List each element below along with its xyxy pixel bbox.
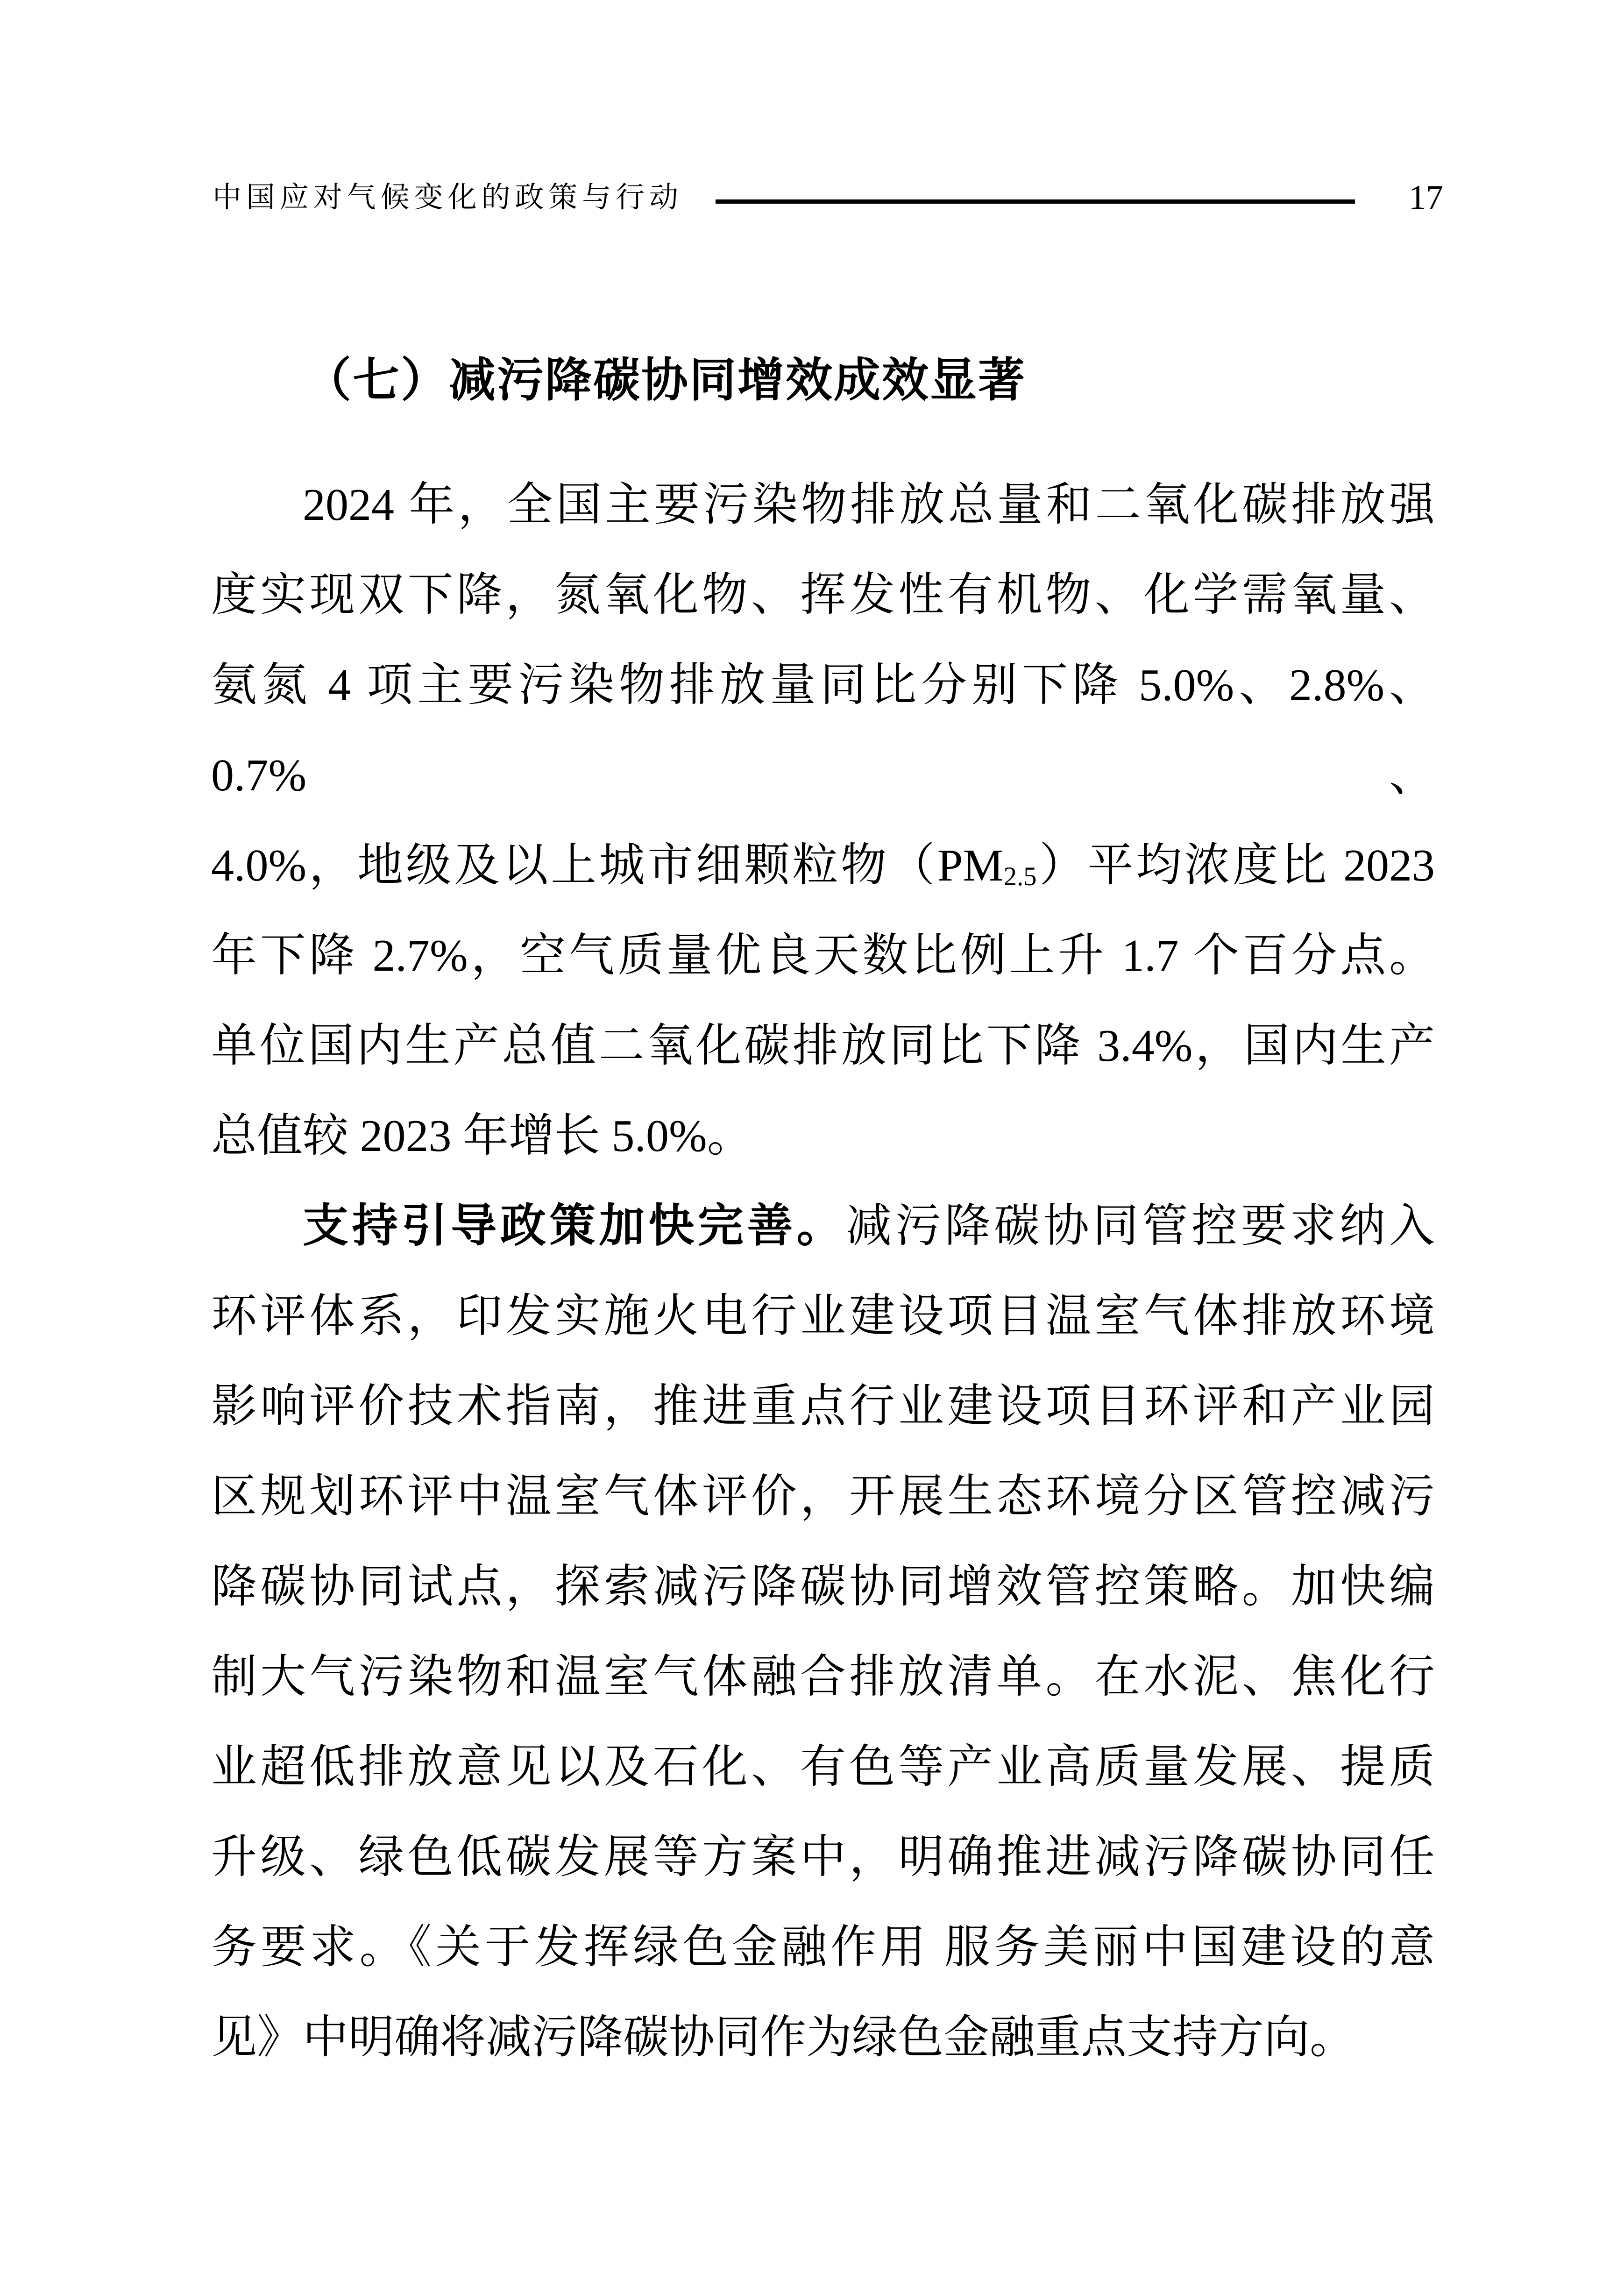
body-text <box>211 460 1435 2083</box>
body-line <box>211 640 1435 821</box>
body-line <box>211 1181 1435 1272</box>
body-line <box>211 1452 1435 1542</box>
body-run: 业超低排放意见以及石化、有色等产业高质量发展、提质 <box>211 1742 1435 1792</box>
body-run: 影响评价技术指南，推进重点行业建设项目环评和产业园 <box>211 1381 1435 1432</box>
body-run: 降碳协同试点，探索减污降碳协同增效管控策略。加快编 <box>211 1562 1435 1612</box>
body-line <box>211 1722 1435 1812</box>
body-line <box>211 1632 1435 1722</box>
body-run: 区规划环评中温室气体评价，开展生态环境分区管控减污 <box>211 1471 1435 1522</box>
body-run: 制大气污染物和温室气体融合排放清单。在水泥、焦化行 <box>211 1652 1435 1702</box>
body-line <box>211 1091 1435 1181</box>
body-run: 环评体系，印发实施火电行业建设项目温室气体排放环境 <box>211 1291 1435 1342</box>
body-run: 总值较 2023 年增长 5.0%。 <box>211 1111 753 1161</box>
body-line <box>211 1812 1435 1903</box>
body-run: 减污降碳协同管控要求纳入 <box>846 1201 1435 1251</box>
body-run: 务要求。《关于发挥绿色金融作用 服务美丽中国建设的意 <box>211 1922 1435 1973</box>
body-run: 年下降 2.7%，空气质量优良天数比例上升 1.7 个百分点。 <box>211 931 1435 981</box>
subscript-text: 2.5 <box>1003 862 1037 892</box>
body-run: 氨氮 4 项主要污染物排放量同比分别下降 5.0%、2.8%、0.7%、 <box>211 660 1435 801</box>
body-line <box>211 460 1435 550</box>
body-run: 2024 年，全国主要污染物排放总量和二氧化碳排放强 <box>303 480 1435 530</box>
section-heading: （七）减污降碳协同增效成效显著 <box>305 355 1026 406</box>
body-run: 升级、绿色低碳发展等方案中，明确推进减污降碳协同任 <box>211 1832 1435 1883</box>
body-line <box>211 1993 1435 2083</box>
body-line <box>211 1903 1435 1993</box>
bold-lead-text: 支持引导政策加快完善。 <box>303 1201 846 1251</box>
page-header <box>213 180 1443 215</box>
body-line <box>211 1001 1435 1091</box>
body-run: 单位国内生产总值二氧化碳排放同比下降 3.4%，国内生产 <box>211 1021 1435 1071</box>
body-run: 4.0%，地级及以上城市细颗粒物（PM <box>211 840 1004 891</box>
body-line <box>211 1272 1435 1362</box>
body-line <box>211 911 1435 1001</box>
body-line <box>211 1542 1435 1632</box>
header-rule <box>716 199 1355 204</box>
body-line <box>211 821 1435 911</box>
body-line <box>211 1362 1435 1452</box>
body-run: ）平均浓度比 2023 <box>1036 840 1435 891</box>
page-number: 17 <box>1409 178 1443 217</box>
body-run: 见》中明确将减污降碳协同作为绿色金融重点支持方向。 <box>211 2012 1356 2063</box>
header-title: 中国应对气候变化的政策与行动 <box>213 181 683 213</box>
body-run: 度实现双下降，氮氧化物、挥发性有机物、化学需氧量、 <box>211 570 1435 620</box>
body-line <box>211 550 1435 640</box>
